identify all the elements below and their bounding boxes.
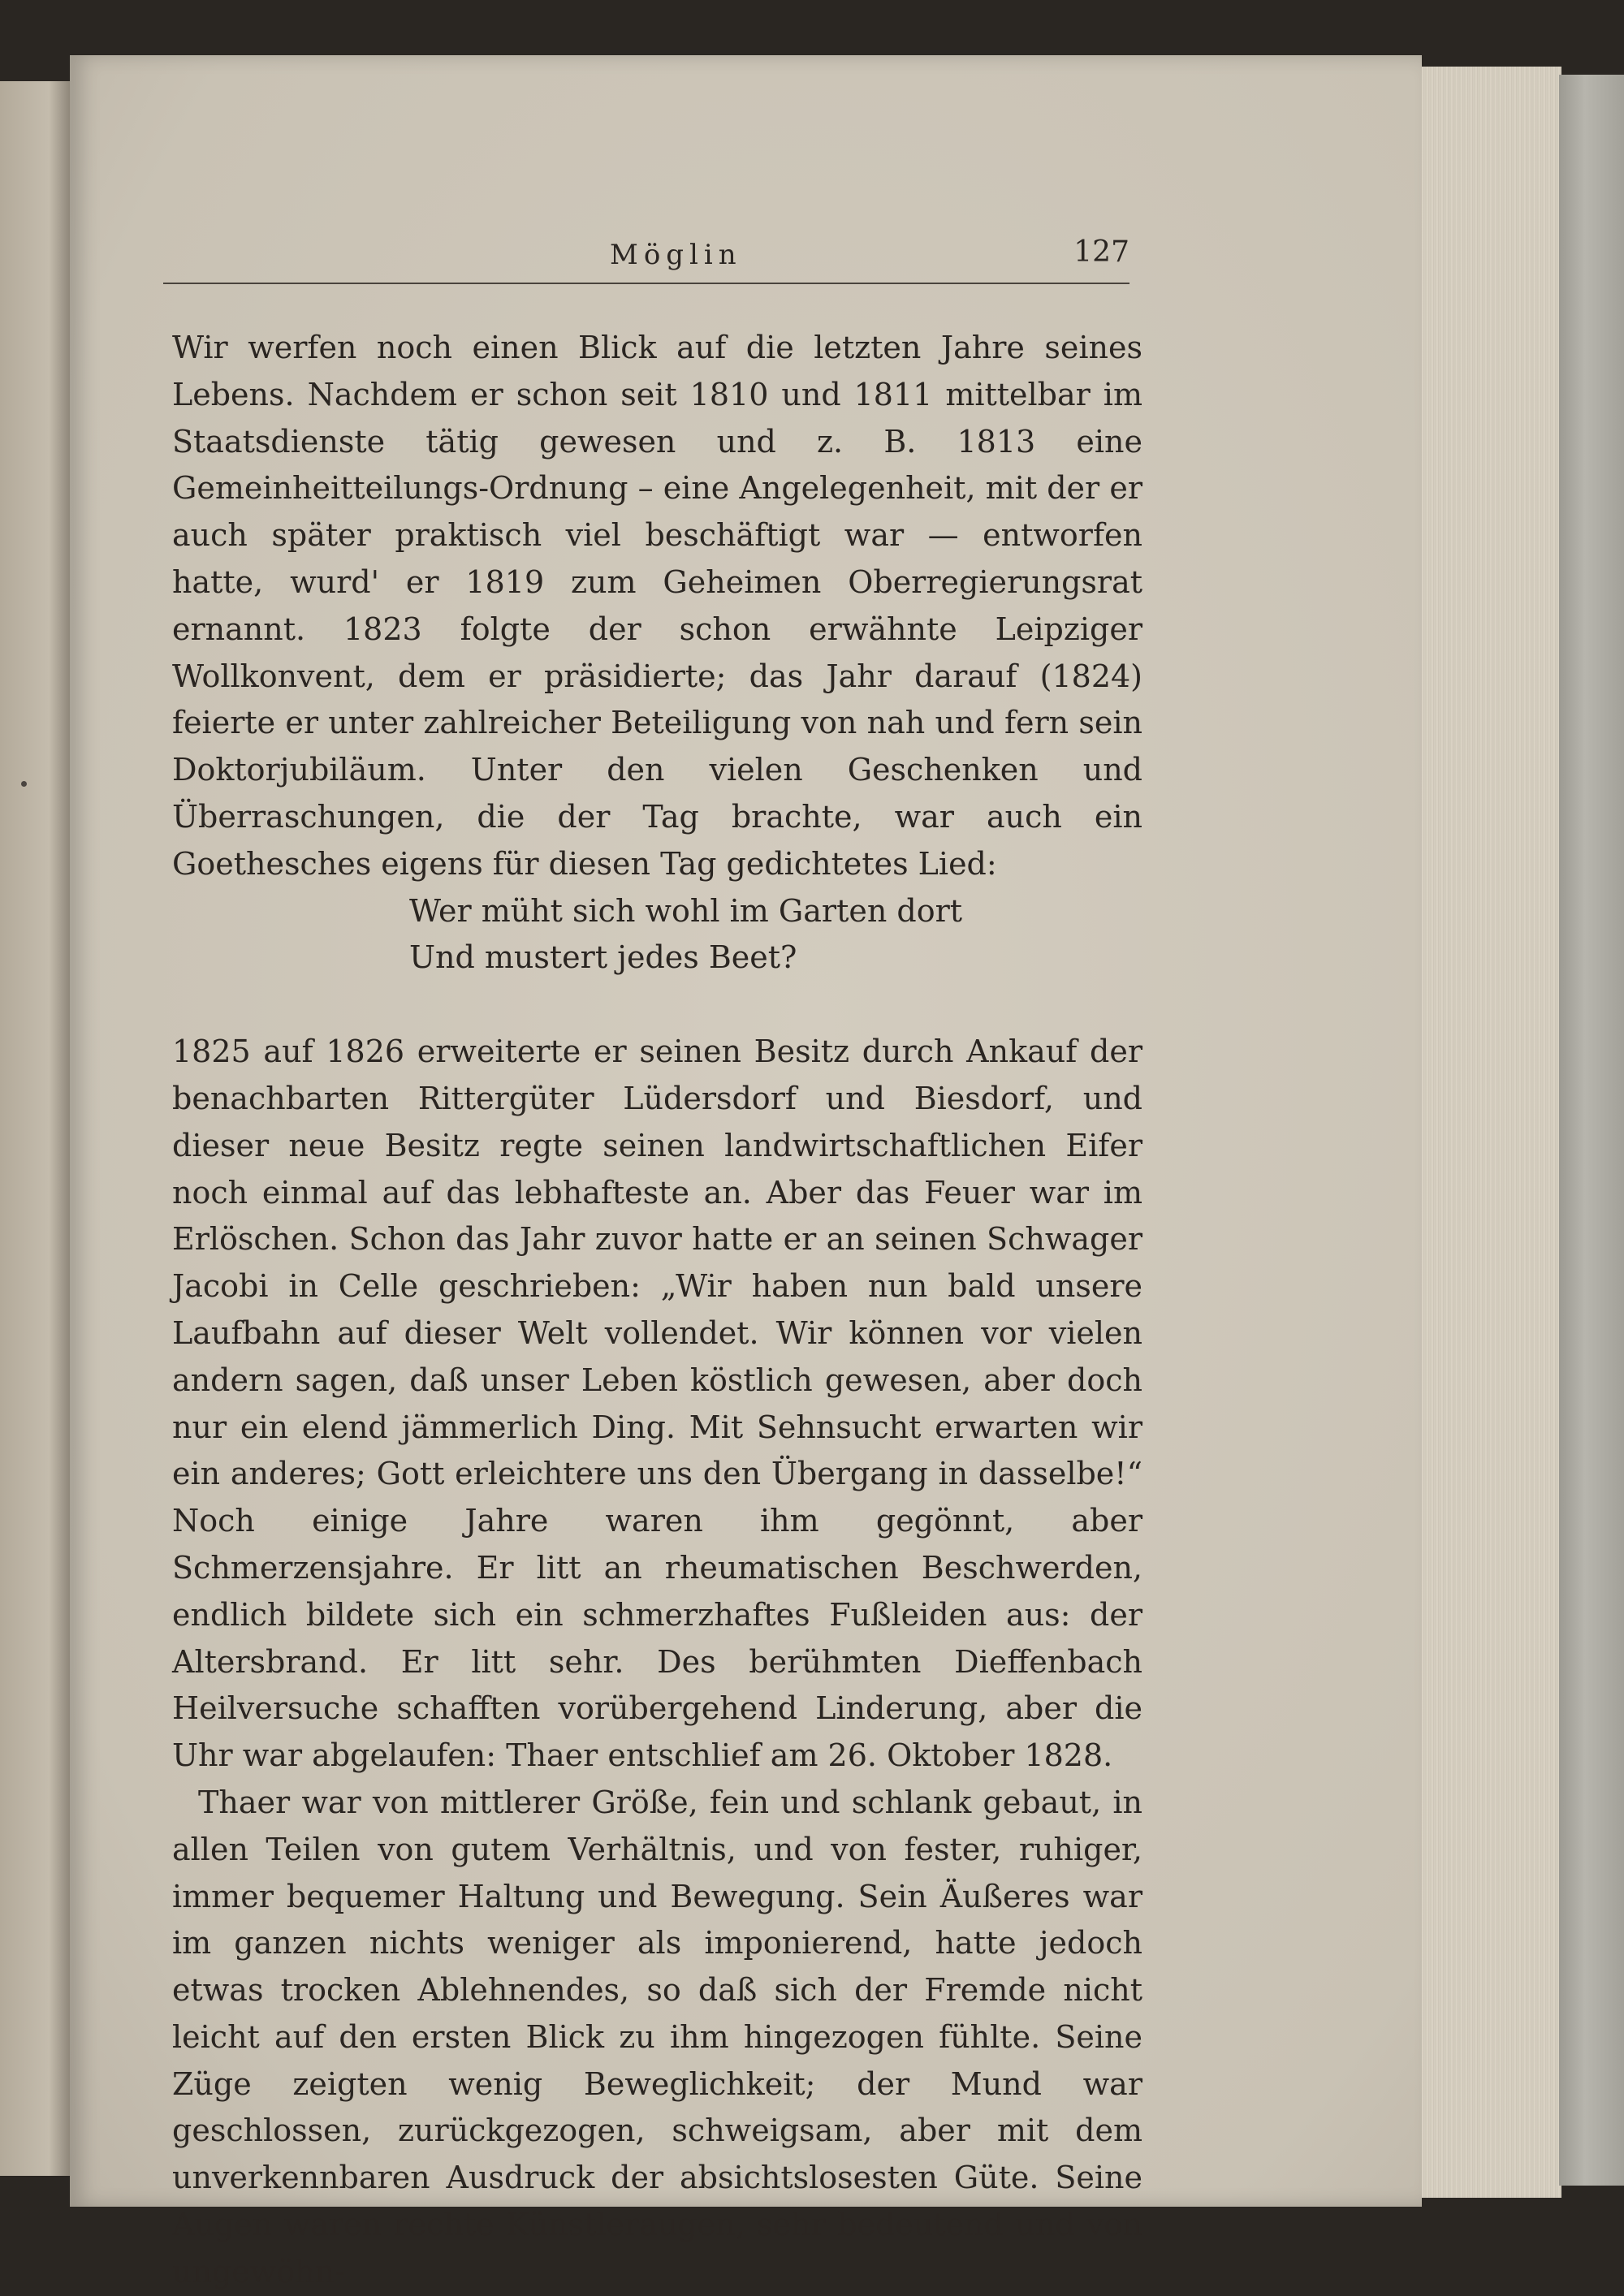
paragraph-last-years: Wir werfen noch einen Blick auf die letzten Jahre seines Lebens. Nachdem er schon seit 1810 und 1811 mittelbar im Staatsdienste tätig gewesen und z. B. 1813 eine Gemeinheitteilungs-Ordnung – eine Angelegenheit, mit der er auch später praktisch viel beschäftigt war — entworfen hatte, wurd' er 1819 zum Geheimen Oberregierungsrat ernannt. 1823 folgte der schon erwähnte Leipziger Wollkonvent, dem er präsidierte; das Jahr darauf (1824) feierte er unter zahlreicher Beteiligung von nah und fern sein Doktorjubiläum. Unter den vielen Geschenken und Überraschungen, die der Tag brachte, war auch ein Goethesches eigens für diesen Tag gedichtetes Lied: xyxy=(172,330,1142,882)
book-cover-edge xyxy=(1559,75,1624,2186)
page-header xyxy=(163,235,1129,284)
page-block-edges xyxy=(1419,67,1561,2198)
poem-line: Wer müht sich wohl im Garten dort xyxy=(409,892,963,929)
paragraph-final-years: 1825 auf 1826 erweiterte er seinen Besitz durch Ankauf der benachbarten Rittergüter Lüdersdorf und Biesdorf, und dieser neue Besitz regte seinen landwirtschaftlichen Eifer noch einmal auf das lebhafteste an. Aber das Feuer war im Erlöschen. Schon das Jahr zuvor hatte er an seinen Schwager Jacobi in Celle geschrieben: „Wir haben nun bald unsere Laufbahn auf dieser Welt vollendet. Wir können vor vielen andern sagen, daß unser Leben köstlich gewesen, aber doch nur ein elend jämmerlich Ding. Mit Sehnsucht erwarten wir ein anderes; Gott erleichtere uns den Übergang in dasselbe!“ Noch einige Jahre waren ihm gegönnt, aber Schmerzensjahre. Er litt an rheumatischen Beschwerden, endlich bildete sich ein schmerzhaftes Fußleiden aus: der Altersbrand. Er litt sehr. Des berühmten Dieffenbach Heilversuche schafften vorübergehend Linderung, aber die Uhr war abgelaufen: Thaer entschlief am 26. Oktober 1828. xyxy=(172,1034,1142,1774)
facing-page-edge xyxy=(0,81,70,2176)
running-title: Möglin xyxy=(610,239,742,271)
page-body xyxy=(172,325,1142,2296)
page-number: 127 xyxy=(1073,235,1129,269)
section-gap xyxy=(172,982,1142,1029)
paragraph-appearance: Thaer war von mittlerer Größe, fein und schlank gebaut, in allen Teilen von gutem Verhältnis, und von fester, ruhiger, immer bequemer Haltung und Bewegung. Sein Äußeres war im ganzen nichts weniger als imponierend, hatte jedoch etwas trocken Ablehnendes, so daß sich der Fremde nicht leicht auf den ersten Blick zu ihm hingezogen fühlte. Seine Züge zeigten wenig Beweglichkeit; der Mund war geschlossen, zurückgezogen, schweigsam, aber mit dem unverkennbaren Ausdruck der absichtslosesten Güte. Seine Augen waren rechte Künstleraugen, sehr bedeutend und von ungewöhn- xyxy=(172,1784,1142,2290)
header-rule xyxy=(163,283,1129,284)
poem-line: Und mustert jedes Beet? xyxy=(409,939,797,976)
page-mark xyxy=(21,781,27,787)
poem-quote xyxy=(409,888,1142,982)
